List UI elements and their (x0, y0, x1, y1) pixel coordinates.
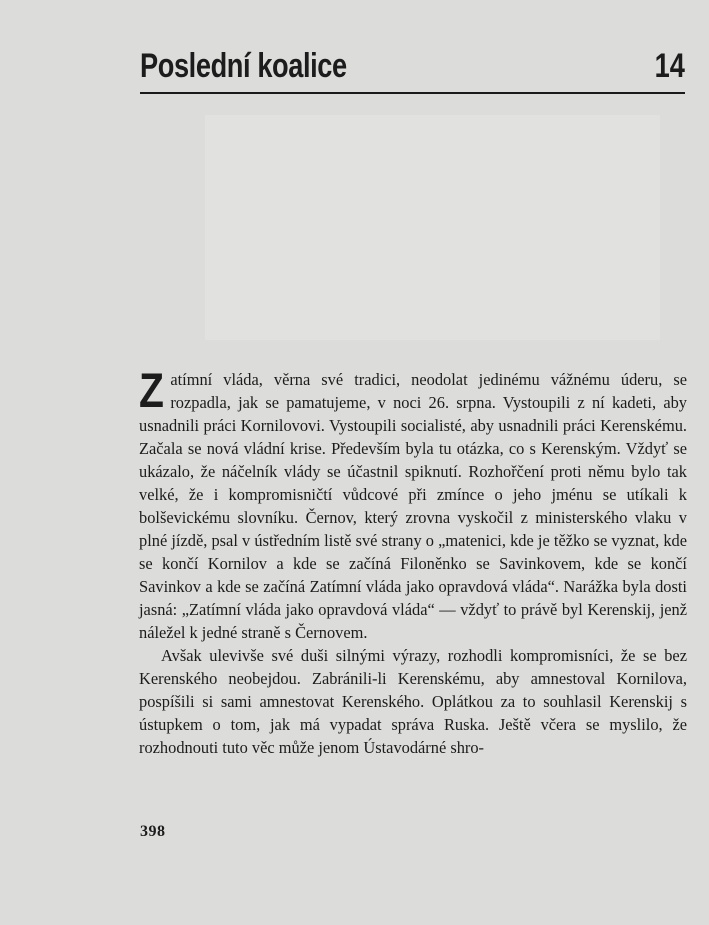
page-number: 398 (140, 823, 166, 840)
chapter-header (140, 44, 685, 94)
body-text (139, 365, 687, 759)
paragraph-1-text: atímní vláda, věrna své tradici, neodolat jedinému vážnému úderu, se rozpadla, jak se pamatujeme, v noci 26. srpna. Vystoupili z ní kadeti, aby usnadnili práci Kornilovovi. Vystoupili socialisté, aby usnadnili práci Kerenskému. Začala se nová vládní krise. Především byla tu otázka, co s Kerenským. Vždyť se ukázalo, že náčelník vlády se účastnil spiknutí. Rozhořčení proti němu bylo tak velké, že i kompromisničtí vůdcové při zmínce o jeho jménu se utíkali k bolševickému slovníku. Černov, který zrovna vyskočil z ministerského vlaku v plné jízdě, psal v ústředním listě své strany o „matenici, kde je těžko se vyznat, kde se končí Kornilov a kde se začíná Filoněnko se Savinkovem, kde se končí Savinkov a kde se začíná Zatímní vláda jako opravdová vláda“. Narážka byla dosti jasná: „Zatímní vláda jako opravdová vláda“ — vždyť to právě byl Kerenskij, jenž náležel k jedné straně s Černovem. (139, 370, 687, 642)
blank-illustration-area (205, 115, 660, 340)
chapter-number: 14 (654, 47, 685, 85)
paragraph-2: Avšak ulevivše své duši silnými výrazy, rozhodli kompromisníci, že se bez Kerenského neobejdou. Zabránili-li Kerenskému, aby amnestoval Kornilova, pospíšili si sami amnestovat Kerenského. Oplátkou za to souhlasil Kerenskij s ústupkem o tom, jak má vypadat správa Ruska. Ještě včera se myslilo, že rozhodnouti tuto věc může jenom Ústavodárné shro- (139, 646, 687, 757)
chapter-title: Poslední koalice (140, 47, 347, 85)
paragraph-1 (139, 365, 687, 644)
drop-cap: Z (139, 365, 164, 418)
